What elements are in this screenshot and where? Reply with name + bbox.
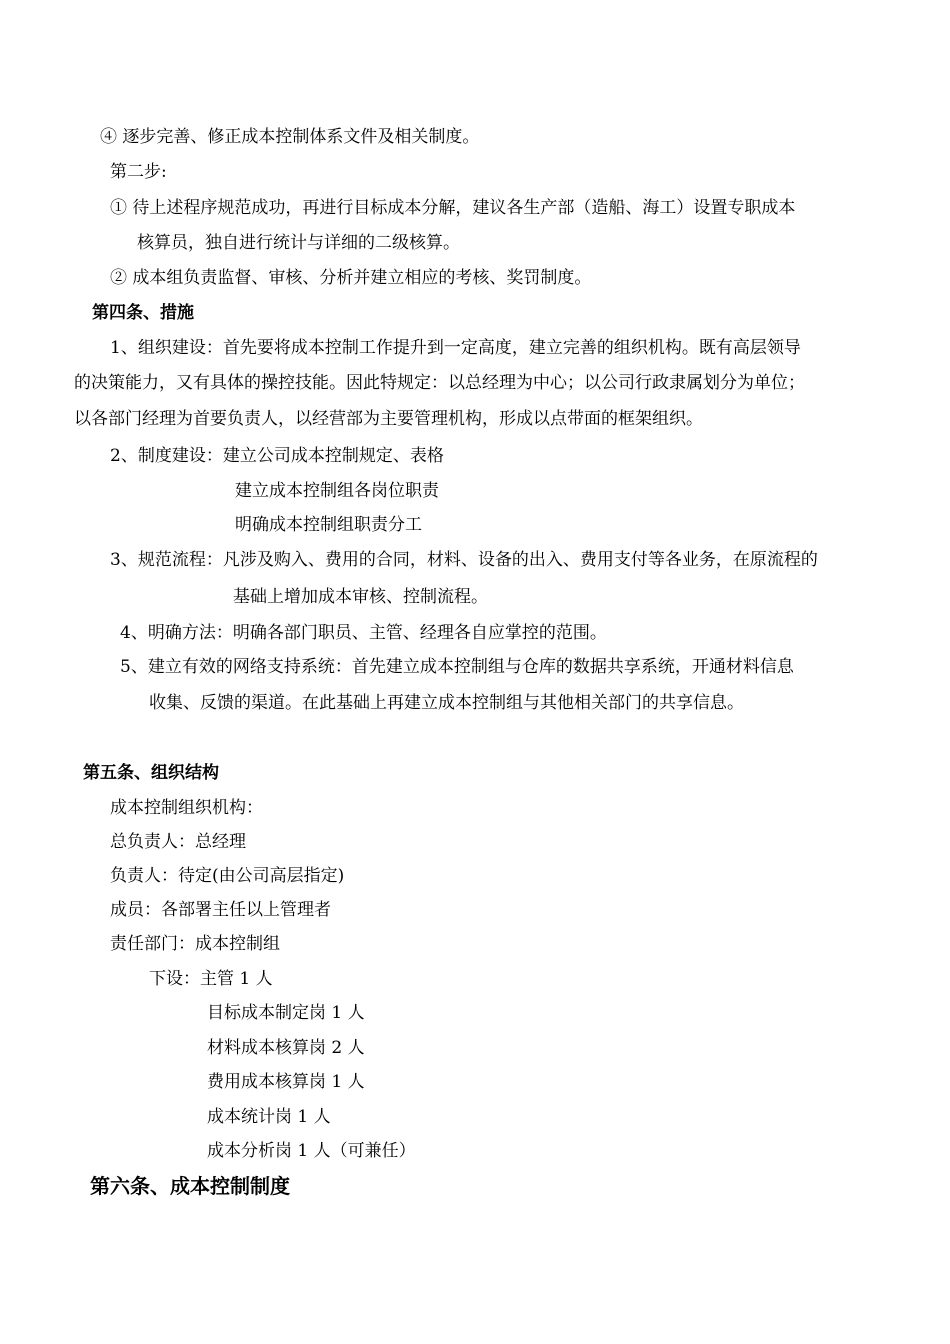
section4-p3-line2: 基础上增加成本审核、控制流程。 (233, 587, 488, 607)
post-item: 目标成本制定岗 1 人 (207, 1003, 365, 1023)
section4-p4: 4、明确方法：明确各部门职员、主管、经理各自应掌控的范围。 (120, 623, 607, 643)
leader-line: 负责人：待定(由公司高层指定) (110, 866, 345, 886)
section4-p5-line1: 5、建立有效的网络支持系统：首先建立成本控制组与仓库的数据共享系统，开通材料信息 (120, 657, 794, 677)
section4-p2-line3: 明确成本控制组职责分工 (235, 515, 422, 535)
section4-title: 第四条、措施 (92, 303, 194, 323)
section5-title: 第五条、组织结构 (83, 763, 219, 783)
post-item: 成本统计岗 1 人 (207, 1107, 331, 1127)
section4-p5-line2: 收集、反馈的渠道。在此基础上再建立成本控制组与其他相关部门的共享信息。 (149, 693, 744, 713)
post-item: 材料成本核算岗 2 人 (207, 1038, 365, 1058)
section3-item4: ④ 逐步完善、修正成本控制体系文件及相关制度。 (100, 127, 480, 147)
sub-label-line: 下设：主管 1 人 (149, 969, 273, 989)
step2-item1-line2: 核算员，独自进行统计与详细的二级核算。 (137, 233, 460, 253)
step2-title: 第二步: (110, 162, 167, 182)
step2-item1-line1: ① 待上述程序规范成功，再进行目标成本分解，建议各生产部（造船、海工）设置专职成本 (110, 198, 796, 218)
post-item: 成本分析岗 1 人（可兼任） (207, 1141, 416, 1161)
org-label: 成本控制组织机构： (110, 798, 263, 818)
section4-p3-line1: 3、规范流程：凡涉及购入、费用的合同，材料、设备的出入、费用支付等各业务，在原流程的 (110, 550, 818, 570)
post-item: 费用成本核算岗 1 人 (207, 1072, 365, 1092)
step2-item2: ② 成本组负责监督、审核、分析并建立相应的考核、奖罚制度。 (110, 268, 592, 288)
section4-p1-line2: 的决策能力，又有具体的操控技能。因此特规定：以总经理为中心；以公司行政隶属划分为单位； (74, 373, 805, 393)
section6-title: 第六条、成本控制制度 (90, 1174, 290, 1198)
section4-p2-line2: 建立成本控制组各岗位职责 (235, 481, 439, 501)
members-line: 成员：各部署主任以上管理者 (110, 900, 331, 920)
dept-line: 责任部门：成本控制组 (110, 934, 280, 954)
section4-p1-line1: 1、组织建设：首先要将成本控制工作提升到一定高度，建立完善的组织机构。既有高层领导 (110, 338, 801, 358)
section4-p1-line3: 以各部门经理为首要负责人，以经营部为主要管理机构，形成以点带面的框架组织。 (74, 409, 703, 429)
chief-line: 总负责人：总经理 (110, 832, 246, 852)
section4-p2-line1: 2、制度建设：建立公司成本控制规定、表格 (110, 446, 444, 466)
